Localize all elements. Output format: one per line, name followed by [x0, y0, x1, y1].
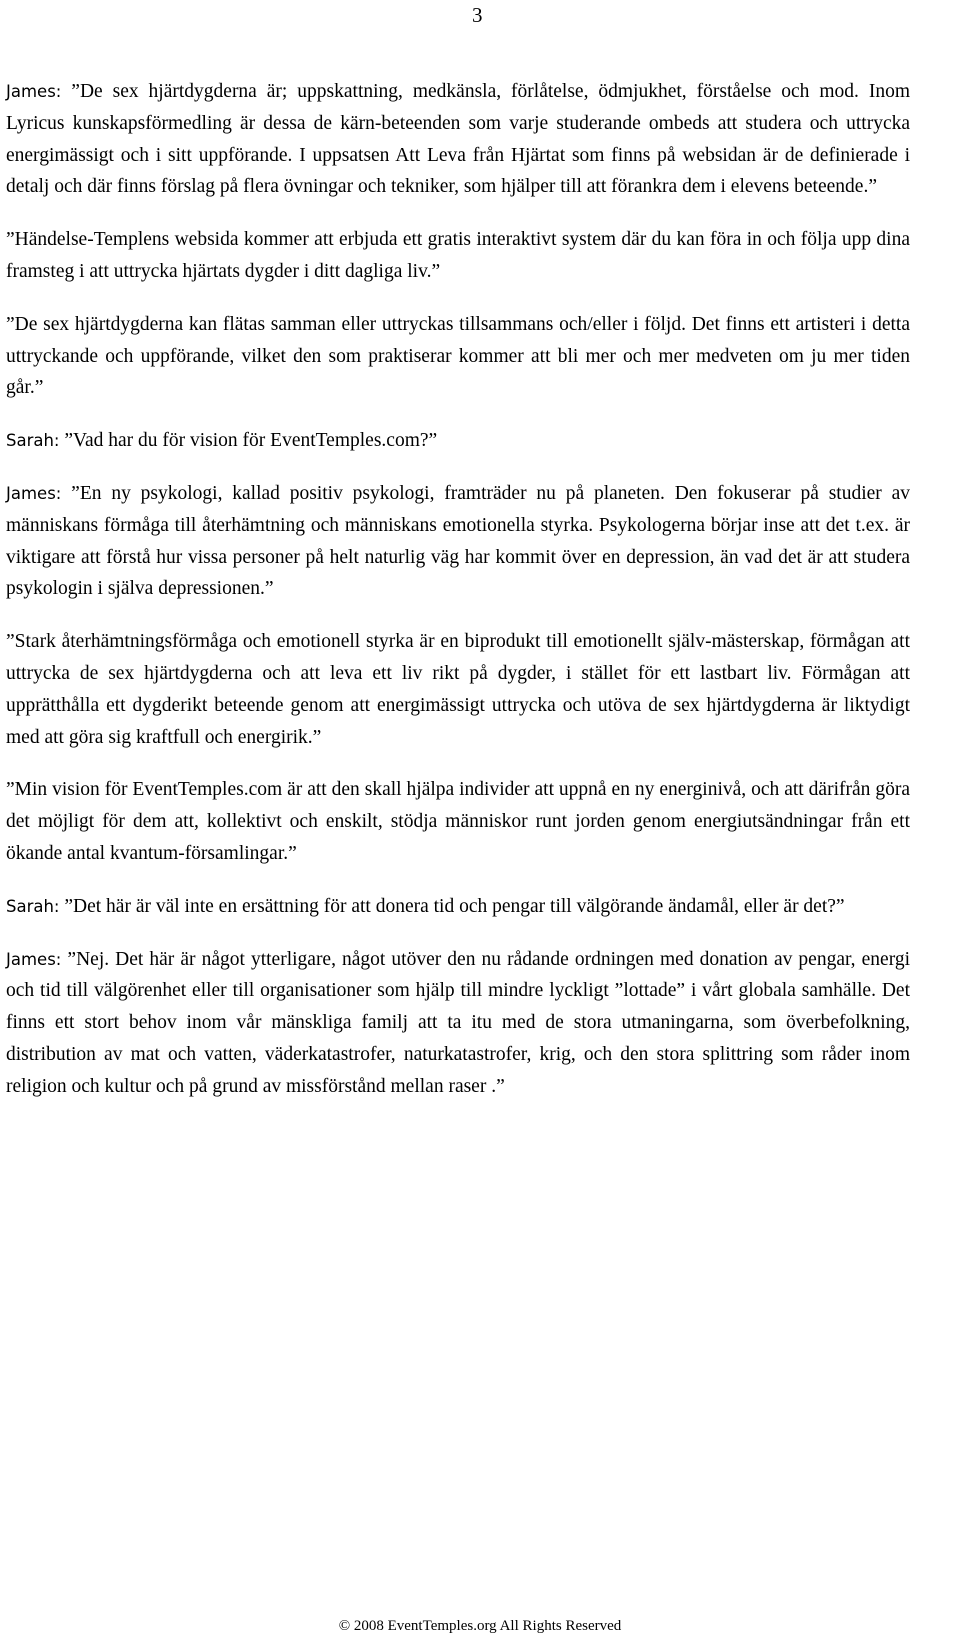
document-body: [6, 76, 910, 1124]
paragraph-7: [6, 774, 910, 869]
paragraph-5: [6, 478, 910, 605]
page-number: 3: [472, 3, 483, 27]
speaker-label: Sarah:: [6, 431, 60, 451]
paragraph-text: ”Vad har du för vision för EventTemples.com?”: [59, 430, 438, 452]
paragraph-text: ”De sex hjärtdygderna kan flätas samman eller uttryckas tillsammans och/eller i följd. Det finns ett artisteri i detta uttryckande och uppförande, vilket den som praktiserar kommer att bli mer och mer medveten om ju mer tiden går.”: [6, 313, 910, 399]
copyright-footer: © 2008 EventTemples.org All Rights Reserved: [338, 1618, 622, 1634]
paragraph-text: ”Stark återhämtningsförmåga och emotionell styrka är en biprodukt till emotionellt själv-mästerskap, förmågan att uttrycka de sex hjärtdygderna och att leva ett liv rikt på dygder, i stället för ett lastbart liv. Förmågan att upprätthålla ett dygderikt beteende genom att energimässigt uttrycka och utöva de sex hjärtdygderna är liktydigt med att göra sig kraftfull och energirik.”: [6, 631, 910, 748]
paragraph-3: [6, 309, 910, 404]
paragraph-text: ”De sex hjärtdygderna är; uppskattning, medkänsla, förlåtelse, ödmjukhet, förståelse och mod. Inom Lyricus kunskapsförmedling är dessa de kärn-beteenden som varje studerande ombeds att studera och uttrycka energimässigt och i sitt uppförande. I uppsatsen Att Leva från Hjärtat som finns på websidan är de definierade i detalj och där finns förslag på flera övningar och tekniker, som hjälper till att förankra dem i elevens beteende.”: [6, 81, 910, 198]
paragraph-9: [6, 944, 910, 1103]
paragraph-8: [6, 891, 910, 923]
paragraph-text: ”Nej. Det här är något ytterligare, något utöver den nu rådande ordningen med donation av pengar, energi och tid till välgörenhet eller till organisationer som hjälp till mindre lyckligt ”lottade” i vårt globala samhälle. Det finns ett stort behov inom vår mänskliga familj att ta itu med de stora utmaningarna, som överbefolkning, distribution av mat och vatten, väderkatastrofer, naturkatastrofer, krig, och den stora splittring som råder inom religion och kultur och på grund av missförstånd mellan raser .”: [6, 948, 910, 1097]
paragraph-text: ”Händelse-Templens websida kommer att erbjuda ett gratis interaktivt system där du kan föra in och följa upp dina framsteg i att uttrycka hjärtats dygder i ditt dagliga liv.”: [6, 229, 910, 282]
speaker-label: Sarah:: [6, 896, 60, 916]
paragraph-text: ”En ny psykologi, kallad positiv psykologi, framträder nu på planeten. Den fokuserar på studier av människans förmåga till återhämtning och människans emotionella styrka. Psykologerna börjar inse att det t.ex. är viktigare att förstå hur vissa personer på helt naturlig väg har kommit över en depression, än vad det är att studera psykologin i själva depressionen.”: [6, 482, 910, 600]
paragraph-6: [6, 626, 910, 753]
speaker-label: James:: [6, 82, 62, 101]
paragraph-2: [6, 224, 910, 288]
speaker-label: James:: [6, 949, 62, 969]
paragraph-text: ”Det här är väl inte en ersättning för att donera tid och pengar till välgörande ändamål, eller är det?”: [59, 895, 845, 917]
paragraph-text: ”Min vision för EventTemples.com är att den skall hjälpa individer att uppnå en ny energinivå, och att därifrån göra det möjligt för dem att, kollektivt och enskilt, stödja människor runt jorden genom energiutsändningar från ett ökande antal kvantum-församlingar.”: [6, 779, 910, 864]
speaker-label: James:: [6, 483, 62, 503]
paragraph-4: [6, 425, 910, 457]
paragraph-1: [6, 76, 910, 203]
